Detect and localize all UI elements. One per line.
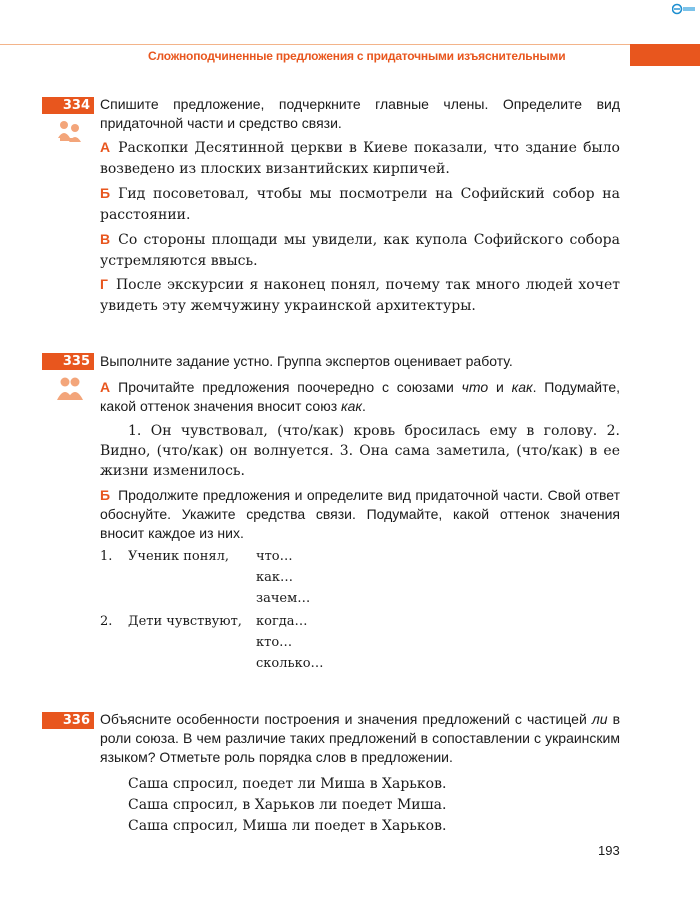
exercise-335-task: Выполните задание устно. Группа экспертов оценивает работу. (100, 353, 513, 369)
item-letter: В (100, 231, 111, 247)
part-a-text: Прочитайте предложения поочередно с союзами (118, 379, 454, 395)
task-text: Объясните особенности построения и значения предложений с частицей (100, 711, 587, 727)
list-option: что… (256, 549, 293, 564)
exercise-336-sentence-2: Саша спросил, в Харьков ли поедет Миша. (128, 797, 447, 813)
part-letter: Б (100, 487, 111, 503)
exercise-334-item-a (100, 137, 620, 180)
item-text: Раскопки Десятинной церкви в Киеве показали, что здание было возведено из плоских византийских кирпичей. (100, 140, 620, 177)
part-a-text-2: . Подумайте, какой оттенок значения вносит союз (100, 379, 621, 414)
exercise-336-sentence-1: Саша спросил, поедет ли Миша в Харьков. (128, 776, 447, 792)
item-text: После экскурсии я наконец понял, почему так много людей хочет увидеть эту жемчужину украинской архитектуры. (100, 277, 620, 314)
exercise-number-334: 334 (42, 97, 94, 114)
period: . (362, 398, 366, 414)
list-option: зачем… (256, 591, 311, 606)
pair-writing-icon (56, 118, 84, 146)
publisher-logo-icon (672, 3, 696, 15)
group-experts-icon (56, 374, 84, 402)
list-option: когда… (256, 614, 308, 629)
list-item-lead: Дети чувствуют, (128, 614, 242, 629)
particle: ли (591, 711, 608, 727)
list-option: кто… (256, 635, 293, 650)
keyword: как (511, 379, 533, 395)
header-accent-block (630, 44, 700, 66)
exercise-335-part-a (100, 378, 620, 416)
part-letter: А (100, 379, 111, 395)
part-b-text: Продолжите предложения и определите вид придаточной части. Свой ответ обоснуйте. Укажите средства связи. Подумайте, какой оттенок значения вносит каждое из них. (100, 487, 620, 541)
item-letter: А (100, 139, 111, 155)
list-item-lead: Ученик понял, (128, 549, 230, 564)
item-letter: Г (100, 276, 108, 292)
exercise-334-item-d (100, 274, 620, 317)
list-option: как… (256, 570, 294, 585)
page-header-title: Сложноподчиненные предложения с придаточными изъяснительными (148, 49, 566, 63)
exercise-334-item-c (100, 229, 620, 272)
exercise-335-part-b (100, 486, 620, 543)
conjunction: и (495, 379, 504, 395)
keyword: как (341, 398, 363, 414)
exercise-335-sentences: 1. Он чувствовал, (что/как) кровь бросилась ему в голову. 2. Видно, (что/как) он волнуется. 3. Она сама заметила, (что/как) в ее жизни изменилось. (100, 423, 620, 479)
exercise-336-task (100, 710, 620, 767)
list-item-number: 2. (100, 614, 113, 629)
task-text-2: в роли союза. В чем различие таких предложений в сопоставлении с украинским языком? Отметьте роль порядка слов в предложении. (100, 711, 621, 765)
page-number: 193 (598, 843, 620, 858)
list-option: сколько… (256, 656, 324, 671)
item-text: Со стороны площади мы увидели, как купола Софийского собора устремляются ввысь. (100, 232, 620, 269)
exercise-334-task: Спишите предложение, подчеркните главные члены. Определите вид придаточной части и средство связи. (100, 96, 620, 131)
exercise-336-sentence-3: Саша спросил, Миша ли поедет в Харьков. (128, 818, 447, 834)
exercise-number-336: 336 (42, 712, 94, 729)
item-letter: Б (100, 185, 111, 201)
exercise-number-335: 335 (42, 353, 94, 370)
exercise-334-item-b (100, 183, 620, 226)
list-item-number: 1. (100, 549, 113, 564)
item-text: Гид посоветовал, чтобы мы посмотрели на Софийский собор на расстоянии. (100, 186, 620, 223)
keyword: что (461, 379, 489, 395)
